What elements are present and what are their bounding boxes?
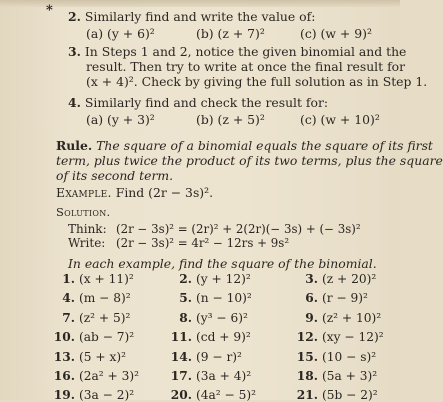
- exercise-item: [169, 272, 251, 286]
- exercise-item: [52, 330, 134, 344]
- exercise-expression: (3a − 2)²: [79, 388, 135, 402]
- item-text: Similarly find and write the value of:: [84, 9, 316, 24]
- exercise-expression: (10 − s)²: [322, 349, 377, 364]
- exercise-number: 17.: [170, 369, 192, 383]
- exercise-instruction: In each example, find the square of the binomial.: [68, 256, 377, 271]
- exercise-expression: (5b − 2)²: [322, 388, 378, 402]
- exercise-item: [295, 330, 384, 344]
- exercise-number: 9.: [305, 310, 318, 325]
- example-text: Find (2r − 3s)².: [115, 185, 214, 200]
- rule-label: Rule.: [56, 138, 93, 153]
- item-4-line: [68, 95, 328, 110]
- exercise-number: 1.: [62, 272, 75, 286]
- exercise-expression: (x + 11)²: [79, 272, 134, 286]
- exercise-number: 2.: [179, 272, 192, 286]
- exercise-item: [295, 291, 368, 305]
- exercise-expression: (m − 8)²: [79, 291, 131, 306]
- exercise-number: 8.: [179, 310, 192, 325]
- item-number: 4.: [68, 95, 81, 110]
- exercise-number: 21.: [296, 388, 318, 402]
- exercise-item: [295, 272, 376, 286]
- exercise-number: 19.: [53, 388, 75, 402]
- exercise-item: [169, 350, 242, 364]
- item-2-line: [68, 9, 315, 24]
- think-label: Think:: [68, 222, 107, 236]
- item-3-line-3: (x + 4)². Check by giving the full solution as in Step 1.: [86, 74, 428, 89]
- exercise-expression: (y³ − 6)²: [196, 310, 248, 325]
- exercise-expression: (2a² + 3)²: [79, 369, 140, 383]
- exercise-item: [52, 369, 139, 383]
- item-4-option-b: (b) (z + 5)²: [196, 112, 265, 127]
- exercise-number: 13.: [53, 349, 75, 364]
- rule-text: The square of a binomial equals the square of its first: [96, 138, 433, 153]
- write-expression: (2r − 3s)² = 4r² − 12rs + 9s²: [116, 236, 290, 250]
- exercise-expression: (y + 12)²: [196, 272, 251, 286]
- item-2-option-c: (c) (w + 9)²: [300, 26, 372, 41]
- rule-line-2: term, plus twice the product of its two terms, plus the square: [56, 153, 443, 168]
- exercise-expression: (r − 9)²: [322, 291, 368, 306]
- solution-label: Solution.: [56, 205, 111, 219]
- exercise-number: 4.: [62, 291, 75, 306]
- exercise-item: [52, 388, 134, 402]
- top-edge-strip: [0, 0, 400, 7]
- item-number: 3.: [68, 44, 81, 59]
- exercise-item: [295, 311, 381, 325]
- write-label: Write:: [68, 236, 106, 250]
- exercise-number: 15.: [296, 349, 318, 364]
- exercise-item: [52, 311, 130, 325]
- example-line: [56, 185, 213, 200]
- exercise-number: 20.: [170, 388, 192, 402]
- exercise-number: 14.: [170, 349, 192, 364]
- exercise-item: [169, 311, 248, 325]
- exercise-expression: (cd + 9)²: [196, 330, 251, 345]
- exercise-number: 11.: [170, 330, 192, 345]
- exercise-expression: (4a² − 5)²: [196, 388, 257, 402]
- exercise-number: 6.: [305, 291, 318, 306]
- rule-line-1: [56, 138, 433, 153]
- exercise-expression: (n − 10)²: [196, 291, 252, 306]
- exercise-expression: (3a + 4)²: [196, 369, 252, 383]
- exercise-item: [52, 291, 131, 305]
- exercise-number: 5.: [179, 291, 192, 306]
- exercise-item: [52, 350, 126, 364]
- item-3-line-2: result. Then try to write at once the final result for: [86, 59, 406, 74]
- exercise-expression: (ab − 7)²: [79, 330, 135, 345]
- exercise-number: 18.: [296, 369, 318, 383]
- exercise-expression: (z + 20)²: [322, 272, 377, 286]
- item-number: 2.: [68, 9, 81, 24]
- exercise-item: [295, 388, 378, 402]
- item-3-line-1: [68, 44, 406, 59]
- think-expression: (2r − 3s)² = (2r)² + 2(2r)(− 3s) + (− 3s)²: [116, 222, 361, 236]
- exercise-expression: (9 − r)²: [196, 349, 242, 364]
- exercise-item: [169, 369, 251, 383]
- item-text: Similarly find and check the result for:: [84, 95, 329, 110]
- exercise-number: 7.: [62, 310, 75, 325]
- star-marker: *: [46, 3, 53, 18]
- exercise-number: 16.: [53, 369, 75, 383]
- exercise-expression: (5a + 3)²: [322, 369, 378, 383]
- item-2-option-a: (a) (y + 6)²: [86, 26, 155, 41]
- item-4-option-a: (a) (y + 3)²: [86, 112, 155, 127]
- exercise-item: [295, 350, 376, 364]
- exercise-expression: (z² + 5)²: [79, 310, 131, 325]
- exercise-expression: (xy − 12)²: [322, 330, 384, 345]
- example-label: Example.: [56, 185, 112, 200]
- exercise-number: 10.: [53, 330, 75, 345]
- item-text: In Steps 1 and 2, notice the given binomial and the: [84, 44, 407, 59]
- exercise-expression: (5 + x)²: [79, 349, 126, 364]
- rule-line-3: of its second term.: [56, 168, 174, 183]
- exercise-item: [295, 369, 377, 383]
- exercise-item: [52, 272, 134, 286]
- item-4-option-c: (c) (w + 10)²: [300, 112, 380, 127]
- exercise-number: 3.: [305, 272, 318, 286]
- exercise-item: [169, 291, 252, 305]
- exercise-expression: (z² + 10)²: [322, 310, 382, 325]
- exercise-item: [169, 330, 251, 344]
- exercise-number: 12.: [296, 330, 318, 345]
- item-2-option-b: (b) (z + 7)²: [196, 26, 265, 41]
- exercise-item: [169, 388, 256, 402]
